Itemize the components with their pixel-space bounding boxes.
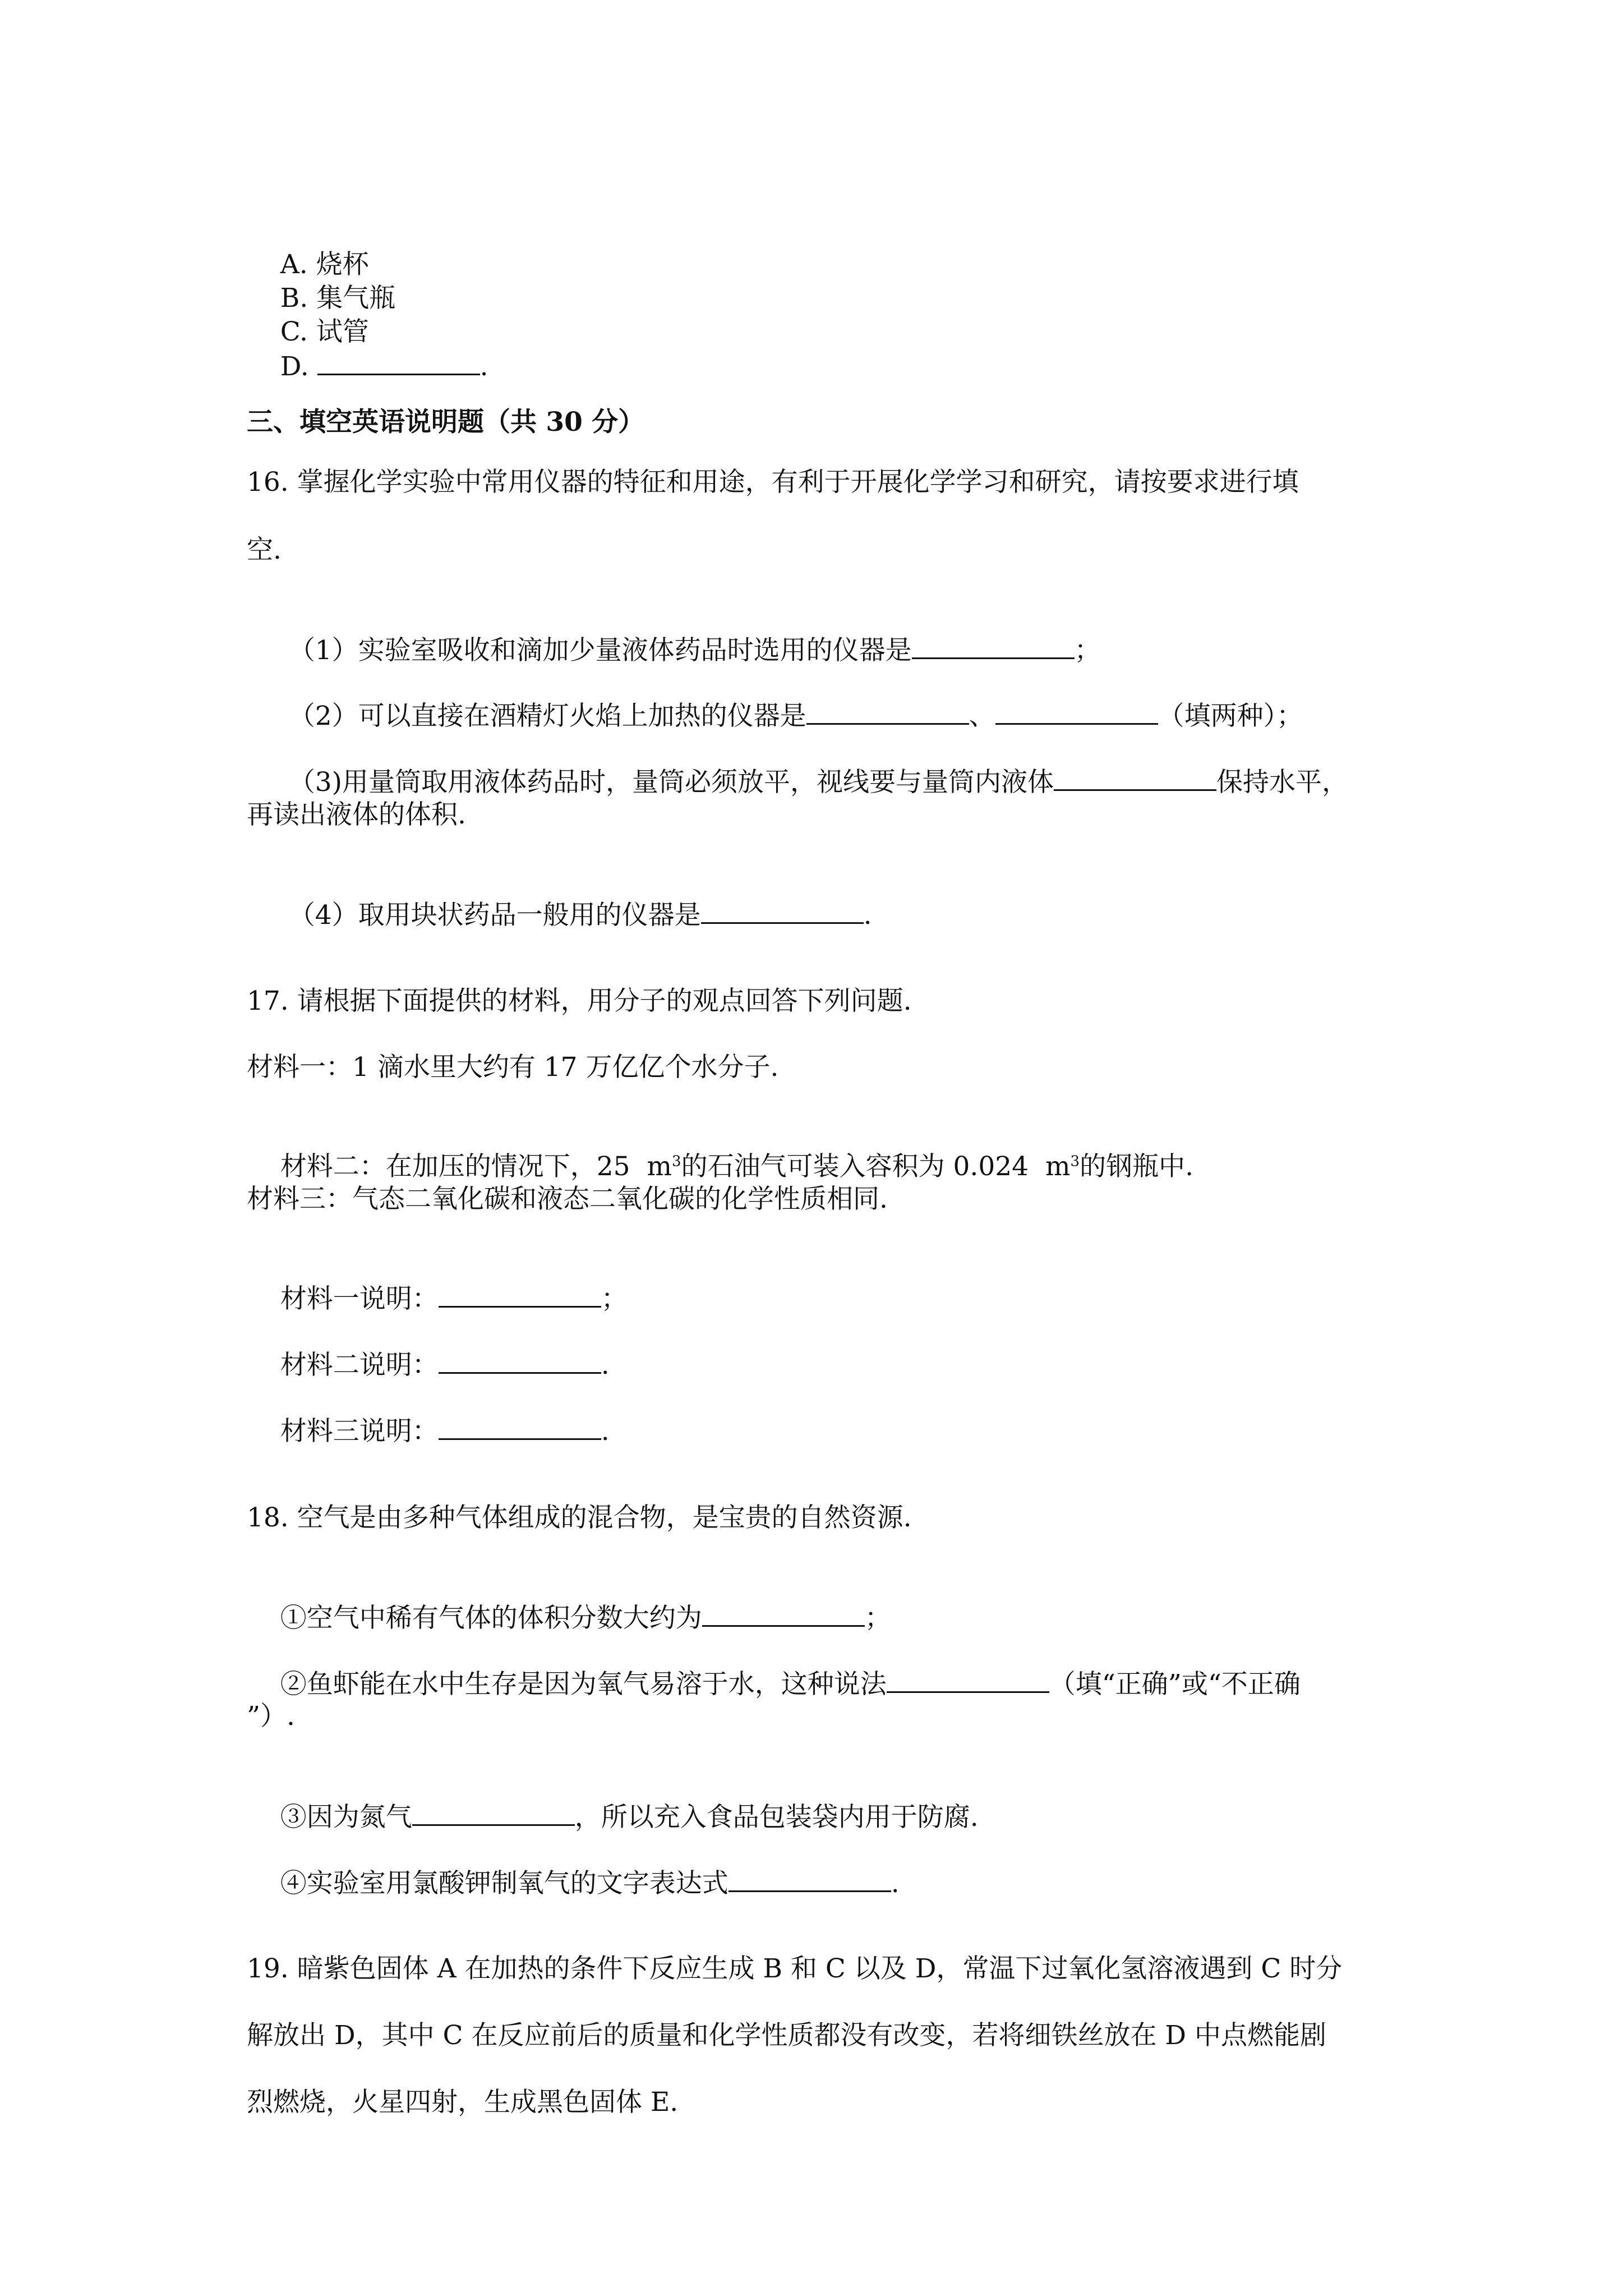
q16-p1-text: （1）实验室吸收和滴加少量液体药品时选用的仪器是 (288, 635, 912, 666)
q16-p2-text: （2）可以直接在酒精灯火焰上加热的仪器是 (288, 701, 806, 731)
section-title: 三、填空英语说明题（共 30 分） (247, 407, 645, 438)
q17-explain3 (247, 1380, 610, 1482)
q16-p2-end: （填两种）； (1158, 701, 1303, 731)
blank-q18-2[interactable] (887, 1667, 1049, 1693)
q16-line2: 空. (247, 535, 282, 565)
q18-c4-end: . (891, 1868, 900, 1899)
q18-c2-text: ②鱼虾能在水中生存是因为氧气易溶于水，这种说法 (280, 1669, 887, 1700)
q18-c1-text: ①空气中稀有气体的体积分数大约为 (280, 1603, 702, 1634)
option-end: . (479, 351, 488, 382)
q18-c1-end: ； (864, 1603, 891, 1634)
blank-q16-2a[interactable] (806, 698, 969, 725)
blank-q17-2[interactable] (439, 1347, 601, 1374)
q16-line1: 16. 掌握化学实验中常用仪器的特征和用途，有利于开展化学学习和研究，请按要求进行填 (247, 467, 1299, 498)
q16-p4-text: （4）取用块状药品一般用的仪器是 (288, 900, 701, 931)
q18-c2-end: （填“正确”或“不正确 (1049, 1669, 1301, 1700)
blank-q18-4[interactable] (728, 1866, 891, 1892)
q18-c2 (247, 1633, 1301, 1735)
q17-e2-end: . (601, 1350, 610, 1381)
q18-c4 (247, 1832, 900, 1934)
option-a: A. 烧杯 (280, 249, 369, 280)
q18-c3-end: ，所以充入食品包装袋内用于防腐. (574, 1802, 979, 1833)
blank-q17-1[interactable] (439, 1281, 601, 1308)
q17-line1: 17. 请根据下面提供的材料，用分子的观点回答下列问题. (247, 986, 912, 1016)
q17-m2-text: 材料二：在加压的情况下，25 m (280, 1151, 672, 1182)
q17-material1: 材料一：1 滴水里大约有 17 万亿亿个水分子. (247, 1052, 779, 1083)
option-c: C. 试管 (280, 316, 369, 347)
q19-line2: 解放出 D，其中 C 在反应前后的质量和化学性质都没有改变，若将细铁丝放在 D 中点燃能剧 (247, 2020, 1327, 2051)
options-line (247, 214, 488, 417)
q17-m2-end: 的钢瓶中. (1080, 1151, 1194, 1182)
q16-p3-text: （3)用量筒取用液体药品时，量筒必须放平，视线要与量筒内液体 (288, 767, 1054, 798)
blank-option-d[interactable] (317, 349, 480, 375)
q16-part3-line2: 再读出液体的体积. (247, 799, 466, 830)
option-d: D. (280, 351, 317, 382)
q19-line1: 19. 暗紫色固体 A 在加热的条件下反应生成 B 和 C 以及 D，常温下过氧化氢溶液遇到 C 时分 (247, 1953, 1343, 1984)
q19-line3: 烈燃烧，火星四射，生成黑色固体 E. (247, 2087, 679, 2118)
q17-m2-sup1: 3 (672, 1153, 681, 1170)
q18-c3-text: ③因为氮气 (280, 1802, 412, 1833)
q16-p4-end: . (863, 900, 872, 931)
option-b: B. 集气瓶 (280, 283, 396, 314)
q18-c2-line2: ”）. (247, 1701, 295, 1732)
q17-material3: 材料三：气态二氧化碳和液态二氧化碳的化学性质相同. (247, 1184, 888, 1214)
blank-q18-1[interactable] (702, 1600, 865, 1627)
q18-line1: 18. 空气是由多种气体组成的混合物，是宝贵的自然资源. (247, 1502, 912, 1533)
q17-e2-text: 材料二说明： (280, 1350, 439, 1381)
q17-e3-end: . (601, 1416, 610, 1447)
q17-e1-end: ； (601, 1283, 628, 1314)
blank-q16-1[interactable] (912, 633, 1075, 659)
q17-m2-sup2: 3 (1070, 1153, 1080, 1170)
q18-c4-text: ④实验室用氯酸钾制氧气的文字表达式 (280, 1868, 728, 1899)
q16-p1-end: ； (1074, 635, 1101, 666)
blank-q16-4[interactable] (701, 898, 864, 924)
q17-e3-text: 材料三说明： (280, 1416, 439, 1447)
q16-part4 (255, 864, 872, 966)
q16-p3-end: 保持水平， (1216, 767, 1349, 798)
q17-e1-text: 材料一说明： (280, 1283, 439, 1314)
blank-q17-3[interactable] (439, 1414, 601, 1440)
blank-q16-3[interactable] (1054, 765, 1216, 791)
blank-q16-2b[interactable] (995, 698, 1158, 725)
q17-m2-mid: 的石油气可装入容积为 0.024 m (681, 1151, 1071, 1182)
blank-q18-3[interactable] (412, 1800, 575, 1826)
q16-p2-sep: 、 (969, 701, 995, 731)
